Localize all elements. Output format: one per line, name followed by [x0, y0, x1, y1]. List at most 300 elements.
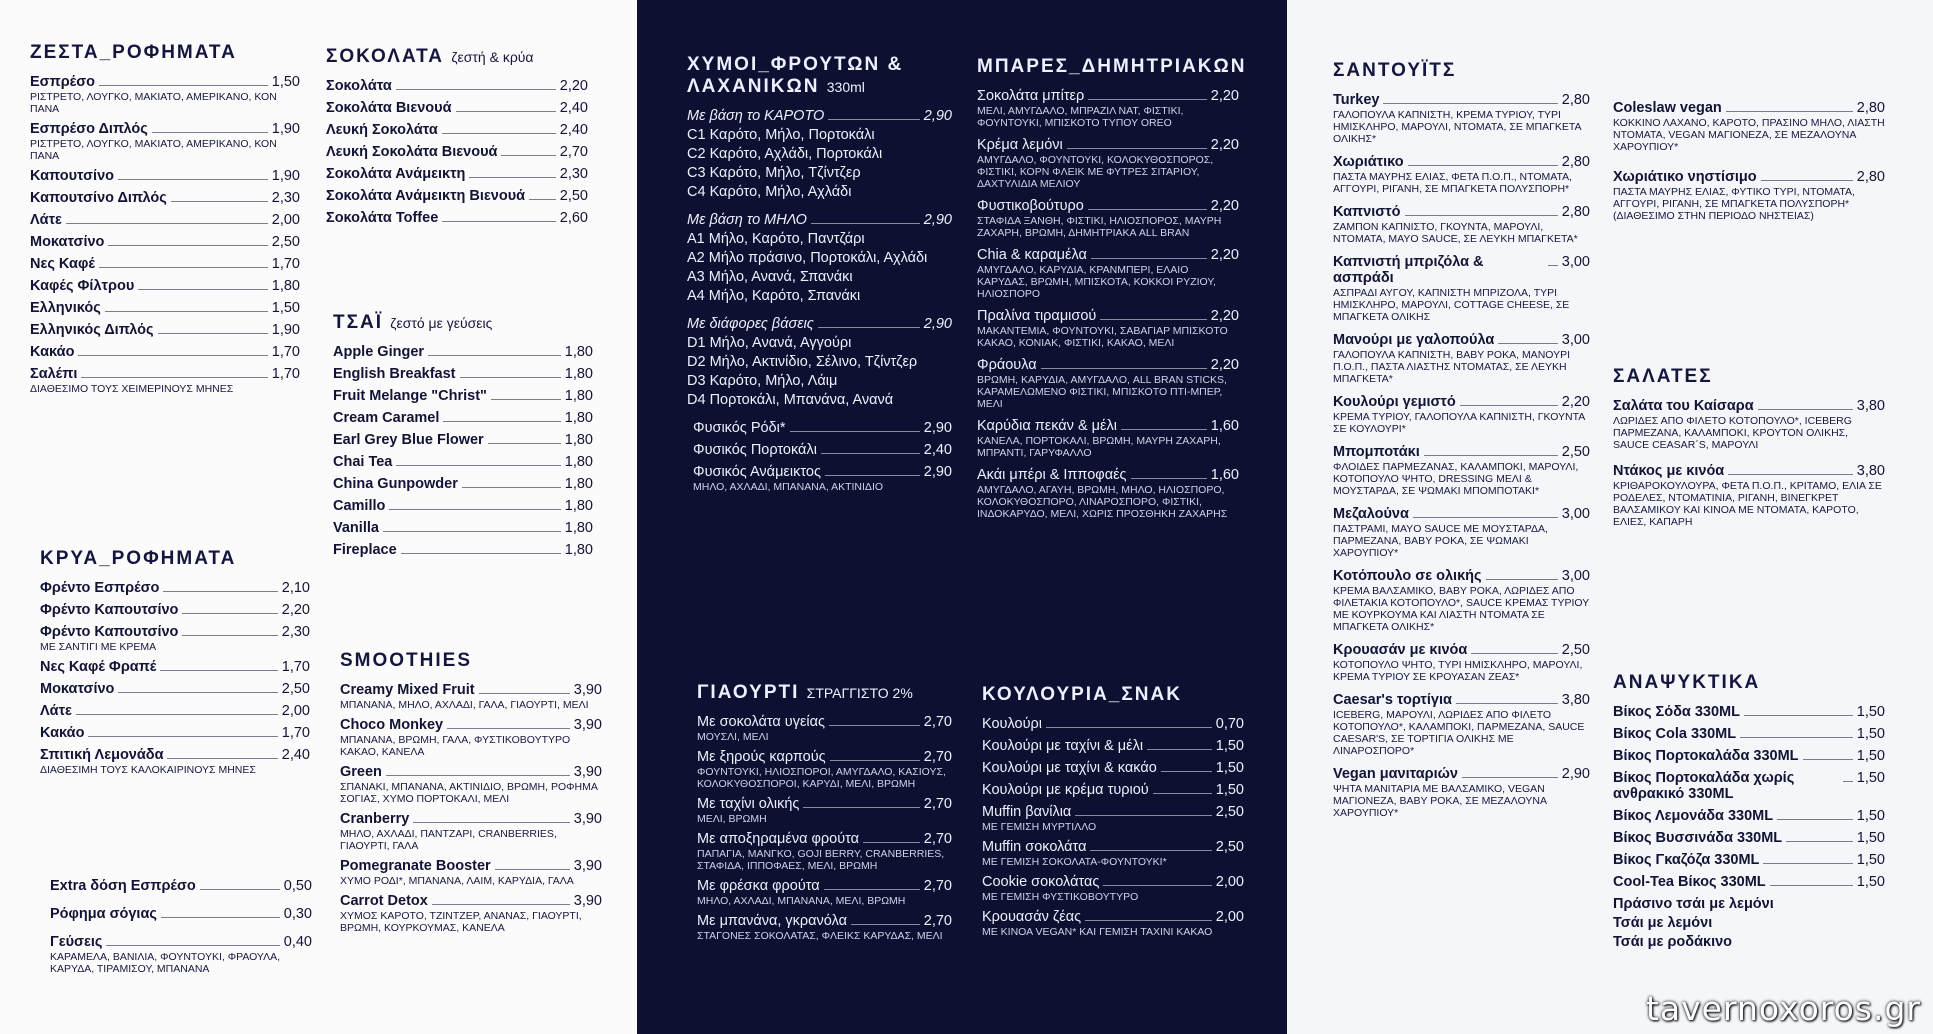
- menu-item: [30, 234, 300, 250]
- item-price: 0,70: [1215, 716, 1244, 732]
- leader-dots: [1486, 579, 1558, 580]
- menu-item: [977, 308, 1239, 349]
- leader-dots: [78, 355, 267, 356]
- item-name: Εσπρέσο: [30, 74, 95, 90]
- menu-item-row: [693, 442, 952, 458]
- section-subtitle: ζεστό με γεύσεις: [390, 315, 493, 331]
- item-name: Muffin βανίλια: [982, 804, 1072, 820]
- item-description: ΜΟΥΣΛΙ, ΜΕΛΙ: [697, 731, 769, 743]
- item-name: Με σοκολάτα υγείας: [697, 714, 826, 730]
- menu-list: [982, 716, 1244, 938]
- leader-dots: [396, 89, 556, 90]
- item-price: 2,50: [1215, 839, 1244, 855]
- leader-dots: [152, 132, 268, 133]
- menu-item-row: [1333, 394, 1590, 410]
- section-title: ΣΑΝΤΟΥΪΤΣ: [1333, 60, 1457, 81]
- menu-item: [40, 703, 310, 719]
- item-description: ΜΗΛΟ, ΑΧΛΑΔΙ, ΠΑΝΤΖΑΡΙ, CRANBERRIES, ΓΙΑΟΥΡΤΙ, ΓΑΛΑ: [340, 828, 557, 852]
- item-description: ΜΗΛΟ, ΑΧΛΑΔΙ, ΜΠΑΝΑΝΑ, ΜΕΛΙ, ΒΡΩΜΗ: [697, 895, 906, 907]
- koulouria-section: [982, 684, 1244, 944]
- menu-item-row: [1613, 808, 1885, 824]
- menu-item-row: [1333, 332, 1590, 348]
- item-name: Βίκος Cola 330ML: [1613, 726, 1737, 742]
- item-price: 2,20: [1210, 137, 1239, 153]
- item-name: Πραλίνα τιραμισού: [977, 308, 1097, 324]
- soft-drinks-notes: [1613, 896, 1885, 950]
- item-price: 1,50: [1215, 760, 1244, 776]
- menu-item-row: [982, 716, 1244, 732]
- item-price: 1,80: [564, 388, 593, 404]
- leader-dots: [829, 725, 920, 726]
- leader-dots: [1758, 409, 1853, 410]
- menu-list: [333, 344, 593, 558]
- item-name: Λάτε: [30, 212, 62, 228]
- section-title-text: ΤΣΑΪ: [333, 312, 384, 333]
- item-price: 2,00: [271, 212, 300, 228]
- item-price: 1,90: [271, 322, 300, 338]
- item-name: Μοκατσίνο: [30, 234, 105, 250]
- menu-item-row: [1333, 154, 1590, 170]
- leader-dots: [160, 670, 277, 671]
- section-title: [333, 312, 593, 334]
- leader-dots: [428, 355, 561, 356]
- leader-dots: [1744, 715, 1853, 716]
- menu-item-row: [977, 88, 1239, 104]
- item-price: 1,90: [271, 121, 300, 137]
- item-price: 2,70: [923, 913, 952, 929]
- item-name: Σοκολάτα: [326, 78, 392, 94]
- menu-item-row: [977, 308, 1239, 324]
- menu-item-row: [1333, 254, 1590, 286]
- section-subtitle: ΣΤΡΑΓΓΙΣΤΟ 2%: [806, 685, 913, 701]
- menu-item-row: [30, 322, 300, 338]
- leader-dots: [171, 201, 268, 202]
- item-name: Φυσικός Πορτοκάλι: [693, 442, 817, 458]
- leader-dots: [1498, 343, 1557, 344]
- menu-item: [1333, 444, 1590, 497]
- item-name: Cream Caramel: [333, 410, 440, 426]
- menu-panel-middle: [637, 0, 1287, 1034]
- item-description: ΡΙΣΤΡΕΤΟ, ΛΟΥΓΚΟ, ΜΑΚΙΑΤΟ, ΑΜΕΡΙΚΑΝΟ, ΚΟΝ ΠΑΝΑ: [30, 138, 277, 162]
- menu-item-row: [982, 738, 1244, 754]
- item-name: Pomegranate Booster: [340, 858, 491, 874]
- menu-item-row: [697, 749, 952, 765]
- salads-section: [1613, 366, 1885, 540]
- menu-item-row: [40, 725, 310, 741]
- item-description: ΒΡΩΜΗ, ΚΑΡΥΔΙΑ, ΑΜΥΓΔΑΛΟ, ALL BRAN STICKS, ΚΑΡΑΜΕΛΩΜΕΝΟ ΦΙΣΤΙΚΙ, ΜΠΙΣΚΟΤΟ ΠΤΙ-ΜΠΕΡ, ΜΕΛΙ: [977, 374, 1227, 410]
- leader-dots: [1763, 863, 1852, 864]
- menu-item: [40, 681, 310, 697]
- menu-item-row: [977, 247, 1239, 263]
- item-price: 2,20: [1210, 308, 1239, 324]
- item-price: 1,80: [564, 520, 593, 536]
- item-name: Βίκος Σόδα 330ML: [1613, 704, 1740, 720]
- item-price: 3,80: [1561, 692, 1590, 708]
- menu-item: [693, 464, 952, 493]
- item-price: 2,30: [281, 624, 310, 640]
- menu-item-row: [333, 410, 593, 426]
- item-description: ΠΑΣΤΑ ΜΑΥΡΗΣ ΕΛΙΑΣ, ΦΥΤΙΚΟ ΤΥΡΙ, ΝΤΟΜΑΤΑ, ΑΓΓΟΥΡΙ, ΡΙΓΑΝΗ, ΣΕ ΜΠΑΓΚΕΤΑ ΠΟΛΥΣΠΟΡΗ* (ΔΙΑΘΕΣΙΜΟ ΣΤΗΝ ΠΕΡΙΟΔΟ ΝΗΣΤΕΙΑΣ): [1613, 186, 1855, 222]
- menu-item: [40, 580, 310, 596]
- leader-dots: [413, 822, 569, 823]
- item-price: 1,70: [281, 659, 310, 675]
- menu-item-row: [693, 464, 952, 480]
- item-name: Καπουτσίνο: [30, 168, 114, 184]
- menu-item: [326, 166, 588, 182]
- item-name: Κουλούρι: [982, 716, 1042, 732]
- menu-list: [50, 878, 312, 975]
- item-name: Με μπανάνα, γκρανόλα: [697, 913, 848, 929]
- item-description: ΜΕΛΙ, ΑΜΥΓΔΑΛΟ, ΜΠΡΑΖΙΛ ΝΑΤ, ΦΙΣΤΙΚΙ, ΦΟΥΝΤΟΥΚΙ, ΜΠΙΣΚΟΤΟ ΤΥΠΟΥ OREO: [977, 105, 1184, 129]
- tea-section: [333, 312, 593, 564]
- item-name: Καρύδια πεκάν & μέλι: [977, 418, 1117, 434]
- juices-section: [687, 54, 952, 499]
- menu-item: [40, 602, 310, 618]
- leader-dots: [167, 758, 277, 759]
- item-description: ΛΩΡΙΔΕΣ ΑΠΟ ΦΙΛΕΤΟ ΚΟΤΟΠΟΥΛΟ*, ICEBERG ΠΑΡΜΕΖΑΝΑ, ΚΑΛΑΜΠΟΚΙ, ΚΡΟΥΤΟΝ ΟΛΙΚΗΣ, SAUCE CEASAR΄S, ΜΑΡΟΥΛΙ: [1613, 415, 1852, 451]
- menu-item: [326, 144, 588, 160]
- menu-item-row: [1613, 704, 1885, 720]
- juice-group-label: Με βάση το ΜΗΛΟ: [687, 212, 807, 228]
- menu-item-row: [982, 909, 1244, 925]
- leader-dots: [1088, 209, 1207, 210]
- item-price: 3,00: [1561, 568, 1590, 584]
- item-description: ΜΠΑΝΑΝΑ, ΜΗΛΟ, ΑΧΛΑΔΙ, ΓΑΛΑ, ΓΙΑΟΥΡΤΙ, ΜΕΛΙ: [340, 699, 589, 711]
- menu-item: [40, 725, 310, 741]
- menu-item-row: [30, 366, 300, 382]
- menu-item-row: [1613, 726, 1885, 742]
- leader-dots: [1471, 653, 1557, 654]
- item-name: Ακάι μπέρι & Ιπποφαές: [977, 467, 1127, 483]
- juice-group: [687, 212, 952, 304]
- menu-item-row: [333, 388, 593, 404]
- item-price: 1,60: [1210, 418, 1239, 434]
- item-price: 1,50: [1856, 748, 1885, 764]
- item-price: 2,50: [281, 681, 310, 697]
- menu-item: [340, 764, 602, 805]
- item-price: 1,80: [564, 454, 593, 470]
- item-price: 2,50: [1215, 804, 1244, 820]
- item-price: 2,90: [1561, 766, 1590, 782]
- menu-item: [40, 747, 310, 776]
- menu-list: [30, 74, 300, 395]
- section-title: [687, 54, 952, 98]
- item-name: Βίκος Λεμονάδα 330ML: [1613, 808, 1774, 824]
- menu-item-row: [340, 682, 602, 698]
- juice-group: [687, 108, 952, 200]
- item-description: ΚΑΡΑΜΕΛΑ, ΒΑΝΙΛΙΑ, ΦΟΥΝΤΟΥΚΙ, ΦΡΑΟΥΛΑ, ΚΑΡΥΔΑ, ΤΙΡΑΜΙΣΟΥ, ΜΠΑΝΑΝΑ: [50, 951, 281, 975]
- leader-dots: [1456, 703, 1558, 704]
- item-description: ΡΙΣΤΡΕΤΟ, ΛΟΥΓΚΟ, ΜΑΚΙΑΤΟ, ΑΜΕΡΙΚΑΝΟ, ΚΟΝ ΠΑΝΑ: [30, 91, 277, 115]
- item-price: 1,90: [271, 168, 300, 184]
- item-name: Σοκολάτα Ανάμεικτη Βιενουά: [326, 188, 526, 204]
- item-description: ΓΑΛΟΠΟΥΛΑ ΚΑΠΝΙΣΤΗ, ΚΡΕΜΑ ΤΥΡΙΟΥ, ΤΥΡΙ ΗΜΙΣΚΛΗΡΟ, ΜΑΡΟΥΛΙ, ΝΤΟΜΑΤΑ, ΣΕ ΜΠΑΓΚΕΤΑ ΟΛΙΚΗΣ*: [1333, 109, 1581, 145]
- menu-item: [333, 366, 593, 382]
- menu-item-row: [40, 703, 310, 719]
- item-description: ICEBERG, ΜΑΡΟΥΛΙ, ΛΩΡΙΔΕΣ ΑΠΟ ΦΙΛΕΤΟ ΚΟΤΟΠΟΥΛΟ*, ΚΑΛΑΜΠΟΚΙ, ΠΑΡΜΕΖΑΝΑ, SAUCE CAESAR'S, ΣΕ ΤΟΡΤΙΓΙΑ ΟΛΙΚΗΣ ΜΕ ΛΙΝΑΡΟΣΠΟΡΟ*: [1333, 709, 1585, 757]
- item-price: 1,70: [281, 725, 310, 741]
- leader-dots: [1761, 180, 1853, 181]
- juice-item: C1 Καρότο, Μήλο, Πορτοκάλι: [687, 127, 875, 143]
- leader-dots: [447, 728, 570, 729]
- menu-list: [1333, 92, 1590, 819]
- menu-item-row: [40, 602, 310, 618]
- menu-item: [977, 247, 1239, 300]
- leader-dots: [488, 443, 561, 444]
- item-name: Φυστικοβούτυρο: [977, 198, 1084, 214]
- section-title: ΖΕΣΤΑ_ΡΟΦΗΜΑΤΑ: [30, 42, 237, 63]
- item-description: ΑΜΥΓΔΑΛΟ, ΚΑΡΥΔΙΑ, ΚΡΑΝΜΠΕΡΙ, ΕΛΑΙΟ ΚΑΡΥΔΑΣ, ΒΡΩΜΗ, ΜΠΙΣΚΟΤΑ, ΚΟΚΚΟΙ ΡΥΖΙΟΥ, ΗΛΙΟΣΠΟΡΟ: [977, 264, 1216, 300]
- menu-item-row: [977, 357, 1239, 373]
- leader-dots: [118, 179, 268, 180]
- item-price: 2,20: [559, 78, 588, 94]
- soft-drink-note: Τσάι με ροδάκινο: [1613, 934, 1733, 950]
- juice-group-price: 2,90: [923, 212, 952, 228]
- leader-dots: [386, 775, 570, 776]
- item-name: Muffin σοκολάτα: [982, 839, 1087, 855]
- menu-item: [40, 659, 310, 675]
- item-price: 2,00: [281, 703, 310, 719]
- menu-item-row: [693, 420, 952, 436]
- item-price: 0,40: [283, 934, 312, 950]
- item-name: Κακάο: [30, 344, 75, 360]
- menu-item-row: [333, 432, 593, 448]
- menu-item: [333, 498, 593, 514]
- item-description: ΜΠΑΝΑΝΑ, ΒΡΩΜΗ, ΓΑΛΑ, ΦΥΣΤΙΚΟΒΟΥΤΥΡΟ ΚΑΚΑΟ, ΚΑΝΕΛΑ: [340, 734, 571, 758]
- menu-item-row: [982, 839, 1244, 855]
- leader-dots: [811, 223, 920, 224]
- item-description: ΑΜΥΓΔΑΛΟ, ΑΓΑΥΗ, ΒΡΩΜΗ, ΜΗΛΟ, ΗΛΙΟΣΠΟΡΟ, ΚΟΛΟΚΥΘΟΣΠΟΡΟ, ΛΙΝΑΡΟΣΠΟΡΟ, ΦΙΣΤΙΚΙ, ΙΝΔΟΚΑΡΥΔΟ, ΜΕΛΙ, ΧΩΡΙΣ ΠΡΟΣΘΗΚΗ ΖΑΧΑΡΗΣ: [977, 484, 1228, 520]
- leader-dots: [818, 327, 920, 328]
- leader-dots: [443, 421, 560, 422]
- menu-item-row: [50, 878, 312, 894]
- item-price: 1,80: [564, 366, 593, 382]
- menu-item: [326, 210, 588, 226]
- item-description: ΨΗΤΑ ΜΑΝΙΤΑΡΙΑ ΜΕ ΒΑΛΣΑΜΙΚΟ, VEGAN ΜΑΓΙΟΝΕΖΑ, BABY ΡΟΚΑ, ΣΕ ΜΕΖΑΛΟΥΝΑ ΧΑΡΟΥΠΙΟΥ*: [1333, 783, 1547, 819]
- menu-item-row: [977, 198, 1239, 214]
- menu-list: [1613, 100, 1885, 222]
- item-name: English Breakfast: [333, 366, 456, 382]
- smoothies-section: [340, 650, 602, 940]
- leader-dots: [491, 399, 561, 400]
- item-price: 1,80: [564, 432, 593, 448]
- leader-dots: [389, 509, 560, 510]
- item-price: 1,50: [1856, 874, 1885, 890]
- sandwiches-continued-section: [1613, 100, 1885, 238]
- leader-dots: [501, 155, 555, 156]
- leader-dots: [469, 177, 555, 178]
- menu-item: [1613, 463, 1885, 528]
- item-name: Φράουλα: [977, 357, 1037, 373]
- leader-dots: [1088, 99, 1207, 100]
- menu-item-row: [1613, 100, 1885, 116]
- menu-item-row: [1613, 169, 1885, 185]
- leader-dots: [1090, 850, 1211, 851]
- item-description: ΜΕ ΓΕΜΙΣΗ ΣΟΚΟΛΑΤΑ-ΦΟΥΝΤΟΥΚΙ*: [982, 856, 1167, 868]
- item-name: Ντάκος με κινόα: [1613, 463, 1725, 479]
- leader-dots: [138, 289, 267, 290]
- menu-item-row: [340, 717, 602, 733]
- item-name: Κουλούρι γεμιστό: [1333, 394, 1456, 410]
- menu-item: [982, 874, 1244, 903]
- menu-item-row: [30, 168, 300, 184]
- leader-dots: [88, 736, 277, 737]
- item-price: 2,00: [1215, 909, 1244, 925]
- item-price: 3,90: [573, 764, 602, 780]
- leader-dots: [828, 119, 919, 120]
- item-name: Φρέντο Καπουτσίνο: [40, 624, 179, 640]
- item-name: Γεύσεις: [50, 934, 103, 950]
- leader-dots: [1548, 265, 1558, 266]
- section-title-text: ΓΙΑΟΥΡΤΙ: [697, 682, 800, 703]
- juice-item: C4 Καρότο, Μήλο, Αχλάδι: [687, 184, 852, 200]
- juice-group-label: Με διάφορες βάσεις: [687, 316, 814, 332]
- leader-dots: [118, 692, 277, 693]
- menu-item-row: [30, 278, 300, 294]
- item-price: 2,60: [559, 210, 588, 226]
- menu-list: [326, 78, 588, 226]
- juice-group-header: [687, 212, 952, 228]
- menu-item: [982, 760, 1244, 776]
- item-name: Κουλούρι με κρέμα τυριού: [982, 782, 1149, 798]
- juice-item: C3 Καρότο, Μήλο, Τζίντζερ: [687, 165, 861, 181]
- item-description: ΜΕΛΙ, ΒΡΩΜΗ: [697, 813, 767, 825]
- item-name: Καφές Φίλτρου: [30, 278, 135, 294]
- leader-dots: [105, 311, 268, 312]
- menu-item: [1613, 852, 1885, 868]
- menu-item: [333, 432, 593, 448]
- item-description: ΚΡΕΜΑ ΤΥΡΙΟΥ, ΓΑΛΟΠΟΥΛΑ ΚΑΠΝΙΣΤΗ, ΓΚΟΥΝΤΑ ΣΕ ΚΟΥΛΟΥΡΙ*: [1333, 411, 1585, 435]
- menu-item-row: [30, 190, 300, 206]
- menu-item-row: [1333, 642, 1590, 658]
- item-name: Cool-Tea Βίκος 330ML: [1613, 874, 1766, 890]
- item-price: 2,20: [1210, 247, 1239, 263]
- item-price: 2,80: [1856, 100, 1885, 116]
- section-title: ΑΝΑΨΥΚΤΙΚΑ: [1613, 672, 1761, 693]
- menu-item: [1333, 204, 1590, 245]
- item-price: 1,50: [1856, 852, 1885, 868]
- item-description: ΜΑΚΑΝΤΕΜΙΑ, ΦΟΥΝΤΟΥΚΙ, ΣΑΒΑΓΙΑΡ ΜΠΙΣΚΟΤΟ ΚΑΚΑΟ, ΚΟΝΙΑΚ, ΦΙΣΤΙΚΙ, ΚΑΚΑΟ, ΜΕΛΙ: [977, 325, 1228, 349]
- item-price: 2,30: [271, 190, 300, 206]
- leader-dots: [803, 807, 919, 808]
- item-name: Caesar's τορτίγια: [1333, 692, 1452, 708]
- item-name: Με αποξηραμένα φρούτα: [697, 831, 860, 847]
- item-price: 3,90: [573, 682, 602, 698]
- item-name: Φυσικός Ρόδι*: [693, 420, 786, 436]
- menu-item-row: [697, 831, 952, 847]
- item-name: Νες Καφέ: [30, 256, 95, 272]
- menu-item: [1613, 398, 1885, 451]
- leader-dots: [161, 917, 280, 918]
- menu-item-row: [982, 874, 1244, 890]
- menu-item: [977, 357, 1239, 410]
- item-name: Ρόφημα σόγιας: [50, 906, 157, 922]
- item-description: ΣΤΑΦΙΔΑ ΞΑΝΘΗ, ΦΙΣΤΙΚΙ, ΗΛΙΟΣΠΟΡΟΣ, ΜΑΥΡΗ ΖΑΧΑΡΗ, ΒΡΩΜΗ, ΔΗΜΗΤΡΙΑΚΑ ALL BRAN: [977, 215, 1222, 239]
- item-name: Fruit Melange "Christ": [333, 388, 487, 404]
- section-title: [326, 46, 588, 68]
- item-description: ΣΠΑΝΑΚΙ, ΜΠΑΝΑΝΑ, ΑΚΤΙΝΙΔΙΟ, ΒΡΩΜΗ, ΡΟΦΗΜΑ ΣΟΓΙΑΣ, ΧΥΜΟ ΠΟΡΤΟΚΑΛΙ, ΜΕΛΙ: [340, 781, 598, 805]
- leader-dots: [182, 613, 277, 614]
- item-name: Σοκολάτα Βιενουά: [326, 100, 452, 116]
- juice-group: [687, 316, 952, 408]
- item-price: 2,70: [559, 144, 588, 160]
- menu-item: [50, 878, 312, 894]
- leader-dots: [401, 553, 561, 554]
- menu-item-row: [340, 811, 602, 827]
- menu-item: [1333, 394, 1590, 435]
- section-title-text: ΛΑΧΑΝΙΚΩΝ: [687, 76, 820, 97]
- item-name: Κοτόπουλο σε ολικής: [1333, 568, 1482, 584]
- item-name: Φυσικός Ανάμεικτος: [693, 464, 821, 480]
- menu-list: [697, 714, 952, 942]
- item-price: 2,90: [923, 464, 952, 480]
- item-price: 2,50: [1561, 642, 1590, 658]
- item-name: Chai Tea: [333, 454, 393, 470]
- leader-dots: [1405, 215, 1558, 216]
- item-price: 1,50: [271, 74, 300, 90]
- item-name: Μεζαλούνα: [1333, 506, 1409, 522]
- item-name: Extra δόση Εσπρέσο: [50, 878, 196, 894]
- menu-item: [1333, 92, 1590, 145]
- menu-item: [1613, 726, 1885, 742]
- item-price: 3,90: [573, 811, 602, 827]
- juice-item: A2 Μήλο πράσινο, Πορτοκάλι, Αχλάδι: [687, 250, 928, 266]
- item-name: Εσπρέσο Διπλός: [30, 121, 148, 137]
- section-title: ΜΠΑΡΕΣ_ΔΗΜΗΤΡΙΑΚΩΝ: [977, 56, 1247, 77]
- item-name: Κρέμα λεμόνι: [977, 137, 1063, 153]
- item-name: Κρουασάν με κινόα: [1333, 642, 1468, 658]
- menu-item-row: [333, 454, 593, 470]
- item-description: ΚΡΙΘΑΡΟΚΟΥΛΟΥΡΑ, ΦΕΤΑ Π.Ο.Π., ΚΡΙΤΑΜΟ, ΕΛΙΑ ΣΕ ΡΟΔΕΛΕΣ, ΝΤΟΜΑΤΙΝΙΑ, ΡΙΓΑΝΗ, ΒΙΝΕΓΚΡΕΤ ΒΑΛΣΑΜΙΚΟΥ ΚΑΙ ΚΙΝΟΑ ΜΕ ΝΤΟΜΑΤΑ, ΚΑΡΟΤΟ, ΕΛΙΕΣ, ΚΑΠΑΡΗ: [1613, 480, 1882, 528]
- leader-dots: [1153, 793, 1212, 794]
- menu-item: [697, 749, 952, 790]
- menu-panel-left: [0, 0, 650, 1034]
- leader-dots: [108, 245, 267, 246]
- menu-item-row: [697, 913, 952, 929]
- item-price: 2,40: [559, 122, 588, 138]
- menu-item: [977, 88, 1239, 129]
- item-price: 3,00: [1561, 254, 1590, 270]
- menu-list: [1613, 704, 1885, 890]
- menu-item: [1613, 100, 1885, 153]
- item-description: ΠΑΠΑΓΙΑ, ΜΑΝΓΚΟ, GOJI BERRY, CRANBERRIES, ΣΤΑΦΙΔΑ, ΙΠΠΟΦΑΕΣ, ΜΕΛΙ, ΒΡΩΜΗ: [697, 848, 945, 872]
- item-price: 2,80: [1561, 204, 1590, 220]
- menu-item-row: [697, 878, 952, 894]
- menu-item-row: [40, 747, 310, 763]
- item-name: Φρέντο Εσπρέσο: [40, 580, 160, 596]
- menu-item-row: [326, 188, 588, 204]
- menu-item-row: [982, 804, 1244, 820]
- menu-item: [340, 717, 602, 758]
- item-description: ΜΕ ΓΕΜΙΣΗ ΦΥΣΤΙΚΟΒΟΥΤΥΡΟ: [982, 891, 1139, 903]
- menu-item: [340, 858, 602, 887]
- item-price: 2,90: [923, 420, 952, 436]
- item-name: Χωριάτικο: [1333, 154, 1404, 170]
- menu-item: [982, 738, 1244, 754]
- menu-item: [1333, 692, 1590, 757]
- item-name: Chia & καραμέλα: [977, 247, 1087, 263]
- item-name: Σαλέπι: [30, 366, 78, 382]
- menu-item: [697, 831, 952, 872]
- menu-item-row: [340, 858, 602, 874]
- item-description: ΜΗΛΟ, ΑΧΛΑΔΙ, ΜΠΑΝΑΝΑ, ΑΚΤΙΝΙΔΙΟ: [693, 481, 884, 493]
- menu-item: [333, 476, 593, 492]
- item-name: Καπουτσίνο Διπλός: [30, 190, 167, 206]
- item-name: Ελληνικός: [30, 300, 101, 316]
- menu-item-row: [697, 796, 952, 812]
- menu-item: [333, 344, 593, 360]
- menu-item: [1613, 748, 1885, 764]
